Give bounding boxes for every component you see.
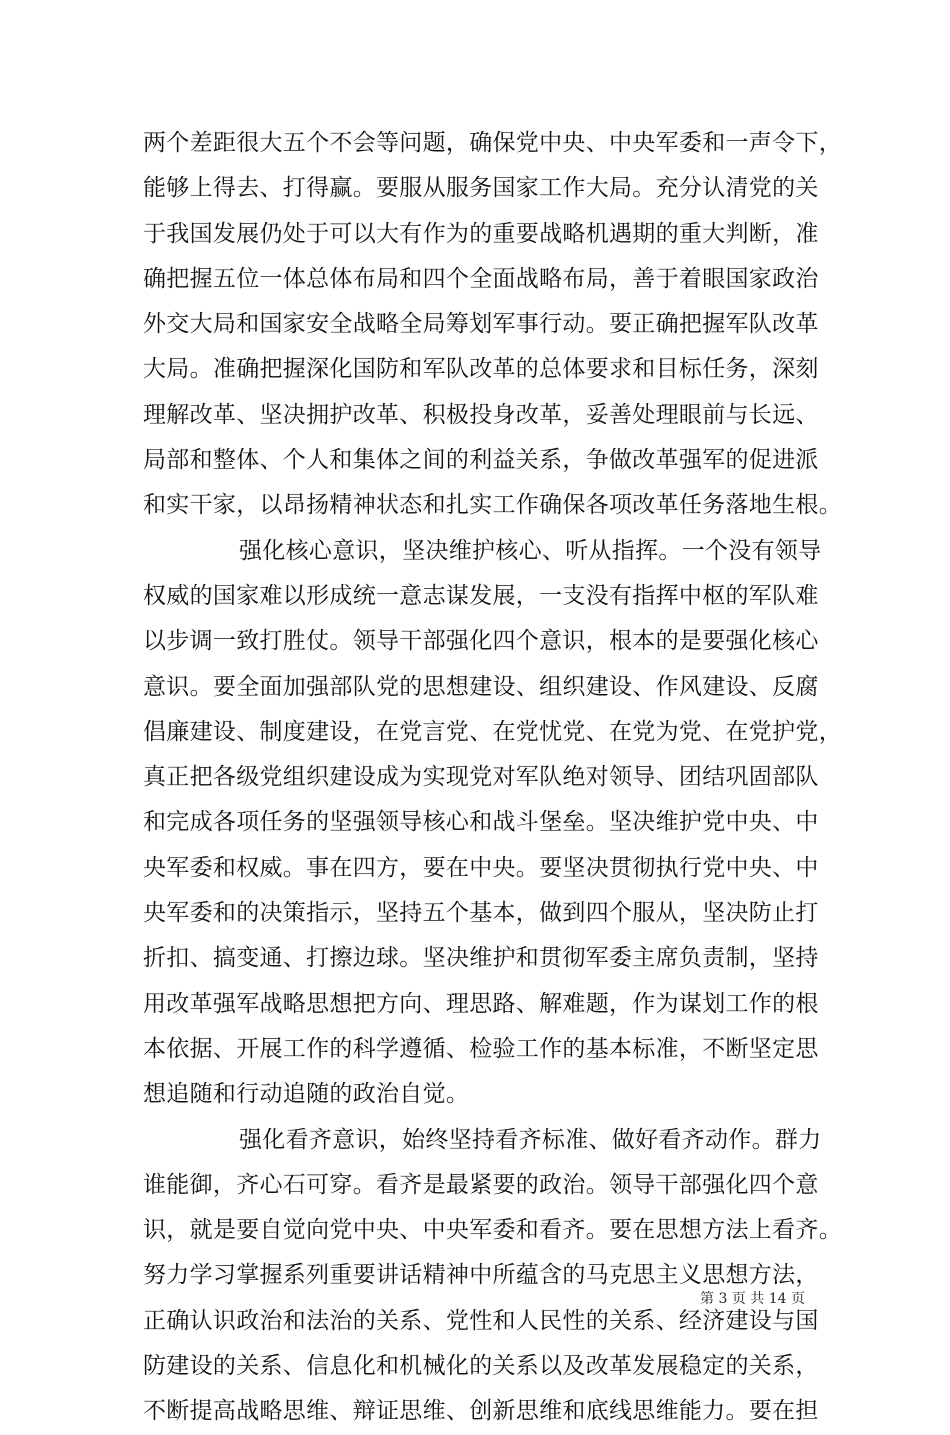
text-line-indented: 强化看齐意识，始终坚持看齐标准、做好看齐动作。群力 [239, 1126, 822, 1153]
text-line: 央军委和权威。事在四方，要在中央。要坚决贯彻执行党中央、中 [143, 854, 819, 881]
text-line: 央军委和的决策指示，坚持五个基本，做到四个服从，坚决防止打 [143, 900, 819, 927]
text-line: 权威的国家难以形成统一意志谋发展，一支没有指挥中枢的军队难 [143, 582, 819, 609]
text-line: 想追随和行动追随的政治自觉。 [143, 1081, 470, 1108]
text-line: 确把握五位一体总体布局和四个全面战略布局，善于着眼国家政治 [143, 265, 819, 292]
text-line: 和实干家，以昂扬精神状态和扎实工作确保各项改革任务落地生根。 [143, 492, 842, 519]
text-line: 努力学习掌握系列重要讲话精神中所蕴含的马克思主义思想方法， [143, 1262, 819, 1289]
text-line: 谁能御，齐心石可穿。看齐是最紧要的政治。领导干部强化四个意 [143, 1171, 819, 1198]
text-line: 两个差距很大五个不会等问题，确保党中央、中央军委和一声令下， [143, 130, 842, 156]
text-line: 能够上得去、打得赢。要服从服务国家工作大局。充分认清党的关 [143, 175, 819, 202]
text-line: 和完成各项任务的坚强领导核心和战斗堡垒。坚决维护党中央、中 [143, 809, 819, 836]
text-line: 大局。准确把握深化国防和军队改革的总体要求和目标任务，深刻 [143, 356, 819, 383]
text-line: 本依据、开展工作的科学遵循、检验工作的基本标准，不断坚定思 [143, 1035, 819, 1062]
text-line: 不断提高战略思维、辩证思维、创新思维和底线思维能力。要在担 [143, 1398, 819, 1425]
text-line: 用改革强军战略思想把方向、理思路、解难题，作为谋划工作的根 [143, 990, 819, 1017]
text-line: 外交大局和国家安全战略全局筹划军事行动。要正确把握军队改革 [143, 311, 819, 338]
text-line: 倡廉建设、制度建设，在党言党、在党忧党、在党为党、在党护党， [143, 718, 842, 745]
text-line: 意识。要全面加强部队党的思想建设、组织建设、作风建设、反腐 [143, 673, 819, 700]
text-line: 识，就是要自觉向党中央、中央军委和看齐。要在思想方法上看齐。 [143, 1217, 842, 1244]
text-line: 折扣、搞变通、打擦边球。坚决维护和贯彻军委主席负责制，坚持 [143, 945, 819, 972]
text-line: 理解改革、坚决拥护改革、积极投身改革，妥善处理眼前与长远、 [143, 401, 819, 428]
text-line: 于我国发展仍处于可以大有作为的重要战略机遇期的重大判断，准 [143, 220, 819, 247]
text-line: 防建设的关系、信息化和机械化的关系以及改革发展稳定的关系， [143, 1353, 819, 1380]
body-text [143, 121, 843, 1435]
paragraph-2 [143, 529, 843, 1118]
paragraph-1 [143, 121, 843, 529]
text-line: 真正把各级党组织建设成为实现党对军队绝对领导、团结巩固部队 [143, 764, 819, 791]
text-line: 以步调一致打胜仗。领导干部强化四个意识，根本的是要强化核心 [143, 628, 819, 655]
paragraph-3 [143, 1118, 843, 1435]
text-line: 局部和整体、个人和集体之间的利益关系，争做改革强军的促进派 [143, 447, 819, 474]
text-line-indented: 强化核心意识，坚决维护核心、听从指挥。一个没有领导 [239, 537, 822, 564]
page-number-footer: 第 3 页 共 14 页 [700, 1291, 805, 1307]
text-line: 正确认识政治和法治的关系、党性和人民性的关系、经济建设与国 [143, 1307, 819, 1334]
